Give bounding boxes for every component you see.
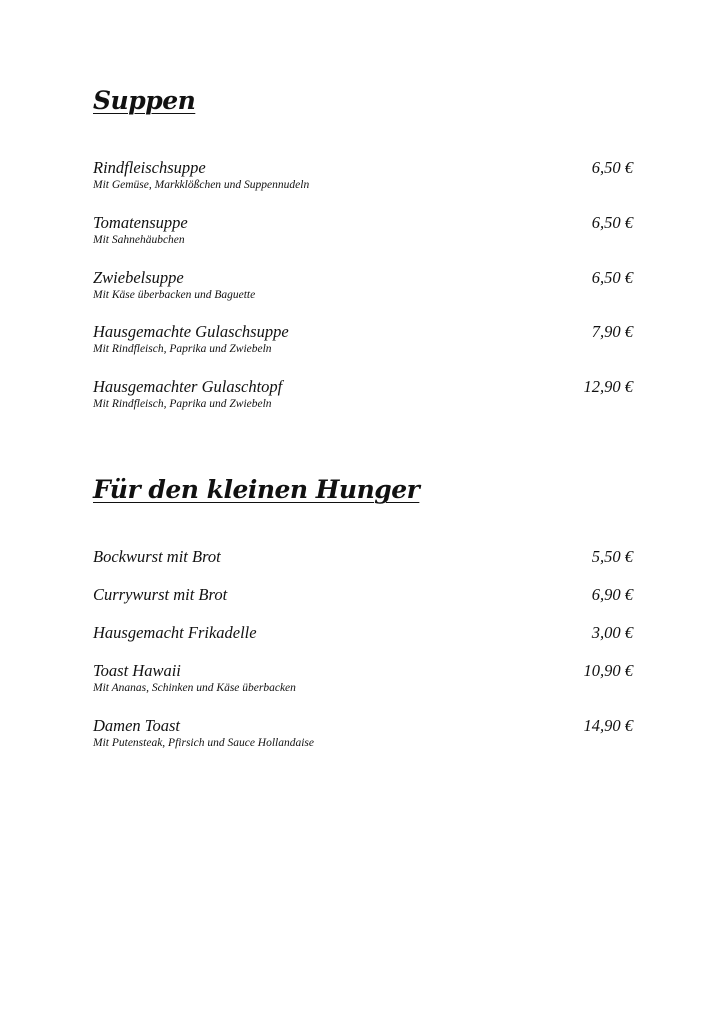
menu-item <box>93 268 633 302</box>
item-description: Mit Rindfleisch, Paprika und Zwiebeln <box>93 398 272 410</box>
item-name: Toast Hawaii <box>93 661 181 680</box>
item-name: Hausgemacht Frikadelle <box>93 623 257 642</box>
item-description: Mit Käse überbacken und Baguette <box>93 289 256 301</box>
item-description: Mit Gemüse, Markklößchen und Suppennudeln <box>93 179 310 191</box>
item-description: Mit Putensteak, Pfirsich und Sauce Hollandaise <box>93 737 315 749</box>
item-price: 7,90 € <box>591 322 633 341</box>
item-description: Mit Sahnehäubchen <box>93 234 185 246</box>
item-name: Tomatensuppe <box>93 213 188 232</box>
item-price: 5,50 € <box>591 547 633 566</box>
menu-item <box>93 716 633 750</box>
section-title-suppen: Suppen <box>93 86 196 115</box>
item-name: Hausgemachter Gulaschtopf <box>93 377 283 396</box>
item-price: 6,50 € <box>591 268 633 287</box>
menu-item <box>93 623 633 643</box>
item-description: Mit Ananas, Schinken und Käse überbacken <box>93 682 296 694</box>
item-price: 6,50 € <box>591 213 633 232</box>
item-description: Mit Rindfleisch, Paprika und Zwiebeln <box>93 343 272 355</box>
section-title-kleiner-hunger: Für den kleinen Hunger <box>93 475 420 504</box>
item-price: 6,50 € <box>591 158 633 177</box>
item-name: Damen Toast <box>93 716 180 735</box>
menu-item <box>93 213 633 247</box>
menu-item <box>93 547 633 567</box>
item-price: 3,00 € <box>591 623 633 642</box>
item-price: 10,90 € <box>583 661 633 680</box>
item-name: Bockwurst mit Brot <box>93 547 221 566</box>
item-name: Hausgemachte Gulaschsuppe <box>93 322 289 341</box>
item-price: 12,90 € <box>583 377 633 396</box>
item-name: Rindfleischsuppe <box>93 158 206 177</box>
item-name: Zwiebelsuppe <box>93 268 184 287</box>
menu-item <box>93 377 633 411</box>
item-price: 14,90 € <box>583 716 633 735</box>
menu-item <box>93 158 633 192</box>
menu-item <box>93 661 633 695</box>
item-price: 6,90 € <box>591 585 633 604</box>
item-name: Currywurst mit Brot <box>93 585 228 604</box>
menu-item <box>93 322 633 356</box>
menu-item <box>93 585 633 605</box>
